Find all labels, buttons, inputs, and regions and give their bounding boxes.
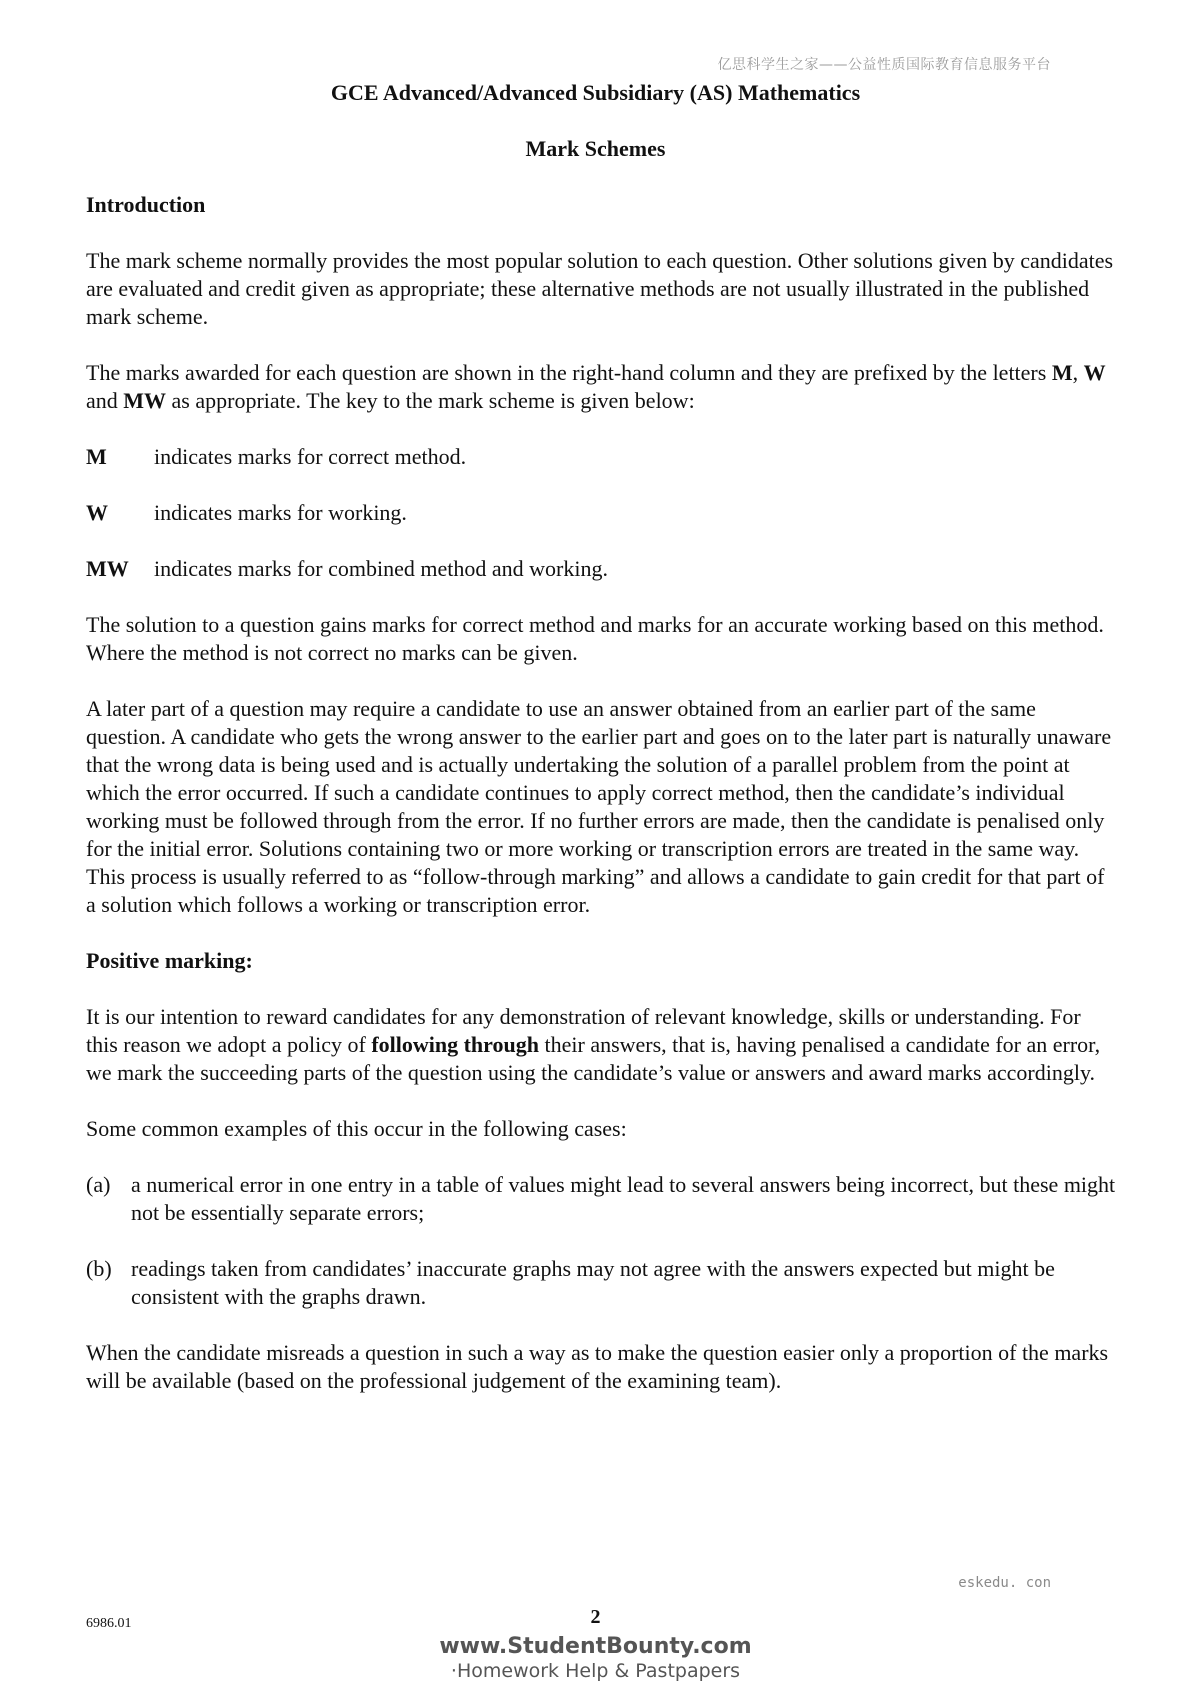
case-b [86,1255,1116,1311]
paper-code: 6986.01 [86,1616,132,1631]
key-code: W [86,500,108,525]
paragraph-marks-prefix [86,359,1116,415]
paragraph-positive-marking [86,1003,1116,1087]
page-number: 2 [590,1606,601,1628]
text-segment: The marks awarded for each question are shown in the right-hand column and they are prefixed by the letters [86,360,1052,385]
bold-phrase: following through [371,1032,539,1057]
key-description: indicates marks for combined method and working. [154,556,608,581]
case-label: (b) [86,1256,112,1281]
case-text: a numerical error in one entry in a table of values might lead to several answers being incorrect, but these might not be essentially separate errors; [131,1172,1116,1225]
letter-w: W [1083,360,1106,385]
text-segment: , [1072,360,1084,385]
key-row-w [86,499,1116,527]
logo-tagline: ·Homework Help & Pastpapers [450,1660,741,1682]
document-subtitle: Mark Schemes [525,136,666,161]
case-text: readings taken from candidates’ inaccurate graphs may not agree with the answers expected but might be consistent with the graphs drawn. [131,1256,1055,1309]
letter-mw: MW [123,388,167,413]
studentbounty-logo [0,1634,1191,1682]
text-segment: as appropriate. The key to the mark scheme is given below: [166,388,695,413]
key-code: MW [86,556,129,581]
document-body [86,191,1116,1423]
document-title: GCE Advanced/Advanced Subsidiary (AS) Mathematics [330,80,861,105]
text-segment: It is our intention to reward candidates for any demonstration of relevant knowledge, skills or understanding. For this reason we adopt a policy of [86,1004,1081,1057]
paragraph-follow-through: A later part of a question may require a candidate to use an answer obtained from an earlier part of the same question. A candidate who gets the wrong answer to the earlier part and goes on to the later part is naturally unaware that the wrong data is being used and is actually undertaking the solution of a parallel problem from the point at which the error occurred. If such a candidate continues to apply correct method, then the candidate’s individual working must be followed through from the error. If no further errors are made, then the candidate is penalised only for the initial error. Solutions containing two or more working or transcription errors are treated in the same way. This process is usually referred to as “follow-through marking” and allows a candidate to gain credit for that part of a solution which follows a working or transcription error. [86,696,1112,917]
paragraph-intro: The mark scheme normally provides the most popular solution to each question. Other solutions given by candidates are evaluated and credit given as appropriate; these alternative methods are not usually illustrated in the published mark scheme. [86,248,1114,329]
paragraph-misread: When the candidate misreads a question in such a way as to make the question easier only a proportion of the marks will be available (based on the professional judgement of the examining team). [86,1340,1109,1393]
letter-m: M [1051,360,1073,385]
logo-url: www.StudentBounty.com [439,1634,752,1659]
positive-marking-heading: Positive marking: [86,948,253,973]
case-a [86,1171,1116,1227]
case-label: (a) [86,1172,111,1197]
text-segment: and [86,388,124,413]
key-description: indicates marks for working. [154,500,407,525]
introduction-heading: Introduction [86,192,206,217]
bottom-watermark: eskedu. con [958,1575,1051,1591]
key-code: M [86,444,107,469]
key-row-m [86,443,1116,471]
top-watermark: 亿思科学生之家——公益性质国际教育信息服务平台 [717,57,1051,73]
paragraph-examples-intro: Some common examples of this occur in the following cases: [86,1116,627,1141]
text-segment: their answers, that is, having penalised a candidate for an error, we mark the succeeding parts of the question using the candidate’s value or answers and award marks accordingly. [86,1032,1101,1085]
paragraph-method: The solution to a question gains marks for correct method and marks for an accurate working based on this method. Where the method is not correct no marks can be given. [86,612,1104,665]
key-description: indicates marks for correct method. [154,444,467,469]
key-row-mw [86,555,1116,583]
